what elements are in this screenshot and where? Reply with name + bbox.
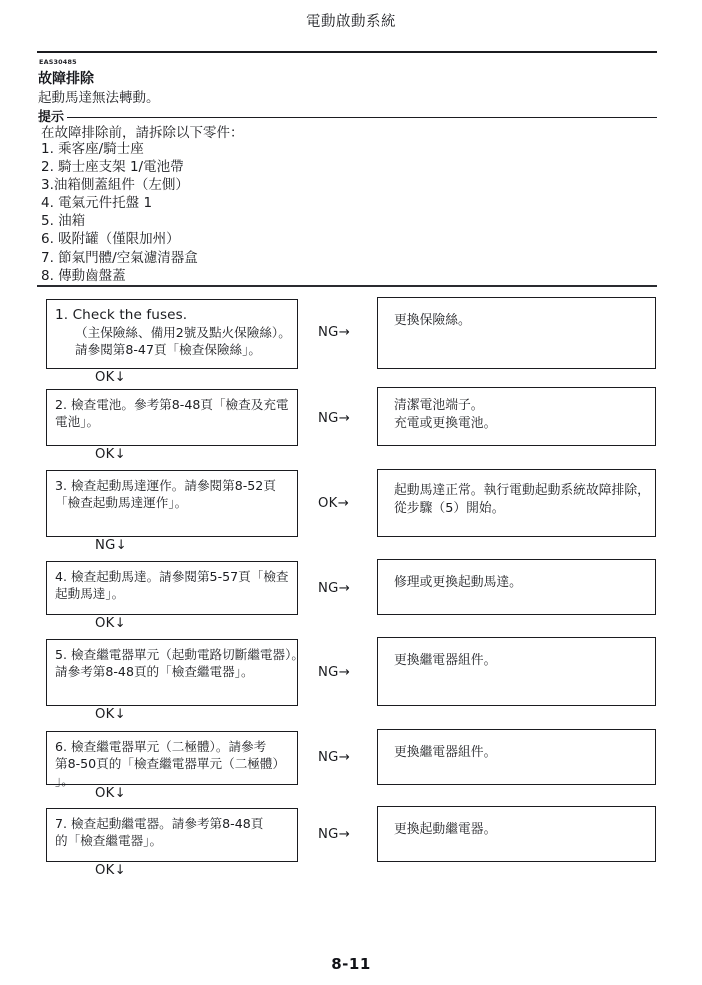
- list-item: 8. 傳動齒盤蓋: [41, 267, 126, 284]
- step-4-judgement: NG→: [318, 581, 351, 596]
- step-1-action-box: [377, 297, 656, 369]
- step-3-branch-label: NG↓: [95, 538, 128, 553]
- step-5-judgement: NG→: [318, 665, 351, 680]
- step-3-text: 3. 檢查起動馬達運作。請參閱第8-52頁「檢查起動馬達運作」。: [55, 478, 276, 511]
- section-title: 故障排除: [38, 71, 94, 87]
- step-6-line-2: 第8-50頁的「檢查繼電器單元（二極體）: [55, 756, 286, 772]
- step-4-check-box: [46, 561, 298, 615]
- step-7-action-text: 更換起動繼電器。: [394, 822, 497, 837]
- step-4-text: 4. 檢查起動馬達。請參閱第5-57頁「檢查起動馬達」。: [55, 569, 289, 602]
- step-6-action-box: [377, 729, 656, 785]
- step-5-branch-label: OK↓: [95, 707, 126, 722]
- step-2-check-box: [46, 389, 298, 446]
- list-item: 6. 吸附罐（僅限加州）: [41, 231, 180, 248]
- step-1-text: [55, 306, 292, 359]
- list-item: 1. 乘客座/騎士座: [41, 141, 144, 157]
- step-3-judgement: OK→: [318, 496, 349, 511]
- step-3-action-text: [394, 482, 650, 517]
- step-6-branch-label: OK↓: [95, 786, 126, 801]
- step-6-line-1: 6. 檢查繼電器單元（二極體）。請參考: [55, 739, 267, 754]
- step-3-action-line-1: 起動馬達正常。執行電動起動系統故障排除，: [394, 483, 650, 498]
- note-heading-rule: [38, 117, 657, 118]
- step-3-action-line-2: 從步驟（5）開始。: [394, 500, 505, 516]
- step-5-line-1: 5. 檢查繼電器單元（起動電路切斷繼電器）。: [55, 647, 305, 662]
- list-item: 4. 電氣元件托盤 1: [41, 195, 153, 212]
- footer-page-number: 8-11: [331, 955, 371, 973]
- flowchart-divider-rule: [37, 285, 657, 287]
- step-1-line-2: （主保險絲、備用2號及點火保險絲）。: [75, 325, 291, 341]
- step-3-action-box: [377, 469, 656, 537]
- step-4-action-box: [377, 559, 656, 615]
- step-3-check-box: [46, 470, 298, 537]
- step-5-action-box: [377, 637, 656, 706]
- step-7-line-2: 的「檢查繼電器」。: [55, 833, 163, 849]
- step-5-action-text: 更換繼電器組件。: [394, 653, 497, 668]
- step-5-text: [55, 646, 307, 680]
- step-6-action-text: 更換繼電器組件。: [394, 745, 497, 760]
- step-6-judgement: NG→: [318, 750, 351, 765]
- step-2-action-text: [394, 397, 650, 432]
- note-instruction-text: 在故障排除前，請拆除以下零件：: [41, 125, 244, 141]
- step-7-text: [55, 815, 292, 849]
- page-header-title: 電動啟動系統: [306, 14, 396, 30]
- note-heading: 提示: [38, 106, 67, 125]
- step-7-judgement: NG→: [318, 827, 351, 842]
- step-6-check-box: [46, 731, 298, 789]
- step-7-action-box: [377, 806, 656, 862]
- step-1-branch-label: OK↓: [95, 370, 126, 385]
- step-1-title: 1. Check the fuses.: [55, 307, 188, 323]
- step-5-line-2: 請參考第8-48頁的「檢查繼電器」。: [55, 664, 254, 680]
- header-divider-rule: [37, 51, 657, 53]
- step-2-action-line-2: 充電或更換電池。: [394, 415, 497, 431]
- list-item: 3.油箱側蓋組件（左側）: [41, 177, 189, 194]
- step-1-line-3: 請參閱第8-47頁「檢查保險絲」。: [75, 342, 262, 358]
- step-5-check-box: [46, 639, 305, 706]
- step-7-check-box: [46, 808, 298, 862]
- step-6-text: [55, 738, 292, 790]
- step-1-action-text: 更換保險絲。: [394, 313, 471, 328]
- step-2-action-box: [377, 387, 656, 446]
- step-1-check-box: [46, 299, 298, 369]
- step-2-text: 2. 檢查電池。參考第8-48頁「檢查及充電電池」。: [55, 397, 289, 430]
- step-2-judgement: NG→: [318, 411, 351, 426]
- list-item: 5. 油箱: [41, 213, 86, 230]
- parts-removal-list: [41, 140, 641, 285]
- step-6-line-3: 」。: [55, 773, 74, 789]
- step-7-line-1: 7. 檢查起動繼電器。請參考第8-48頁: [55, 816, 264, 831]
- step-4-branch-label: OK↓: [95, 616, 126, 631]
- step-2-action-line-1: 清潔電池端子。: [394, 398, 484, 413]
- list-item: 2. 騎士座支架 1/電池帶: [41, 159, 184, 176]
- step-1-judgement: NG→: [318, 325, 351, 340]
- step-7-branch-label: OK↓: [95, 863, 126, 878]
- eas-reference-code: EAS30485: [39, 58, 77, 66]
- section-subtitle: 起動馬達無法轉動。: [38, 90, 160, 106]
- list-item: 7. 節氣門體/空氣濾清器盒: [41, 249, 198, 266]
- step-2-branch-label: OK↓: [95, 447, 126, 462]
- step-4-action-text: 修理或更換起動馬達。: [394, 575, 522, 590]
